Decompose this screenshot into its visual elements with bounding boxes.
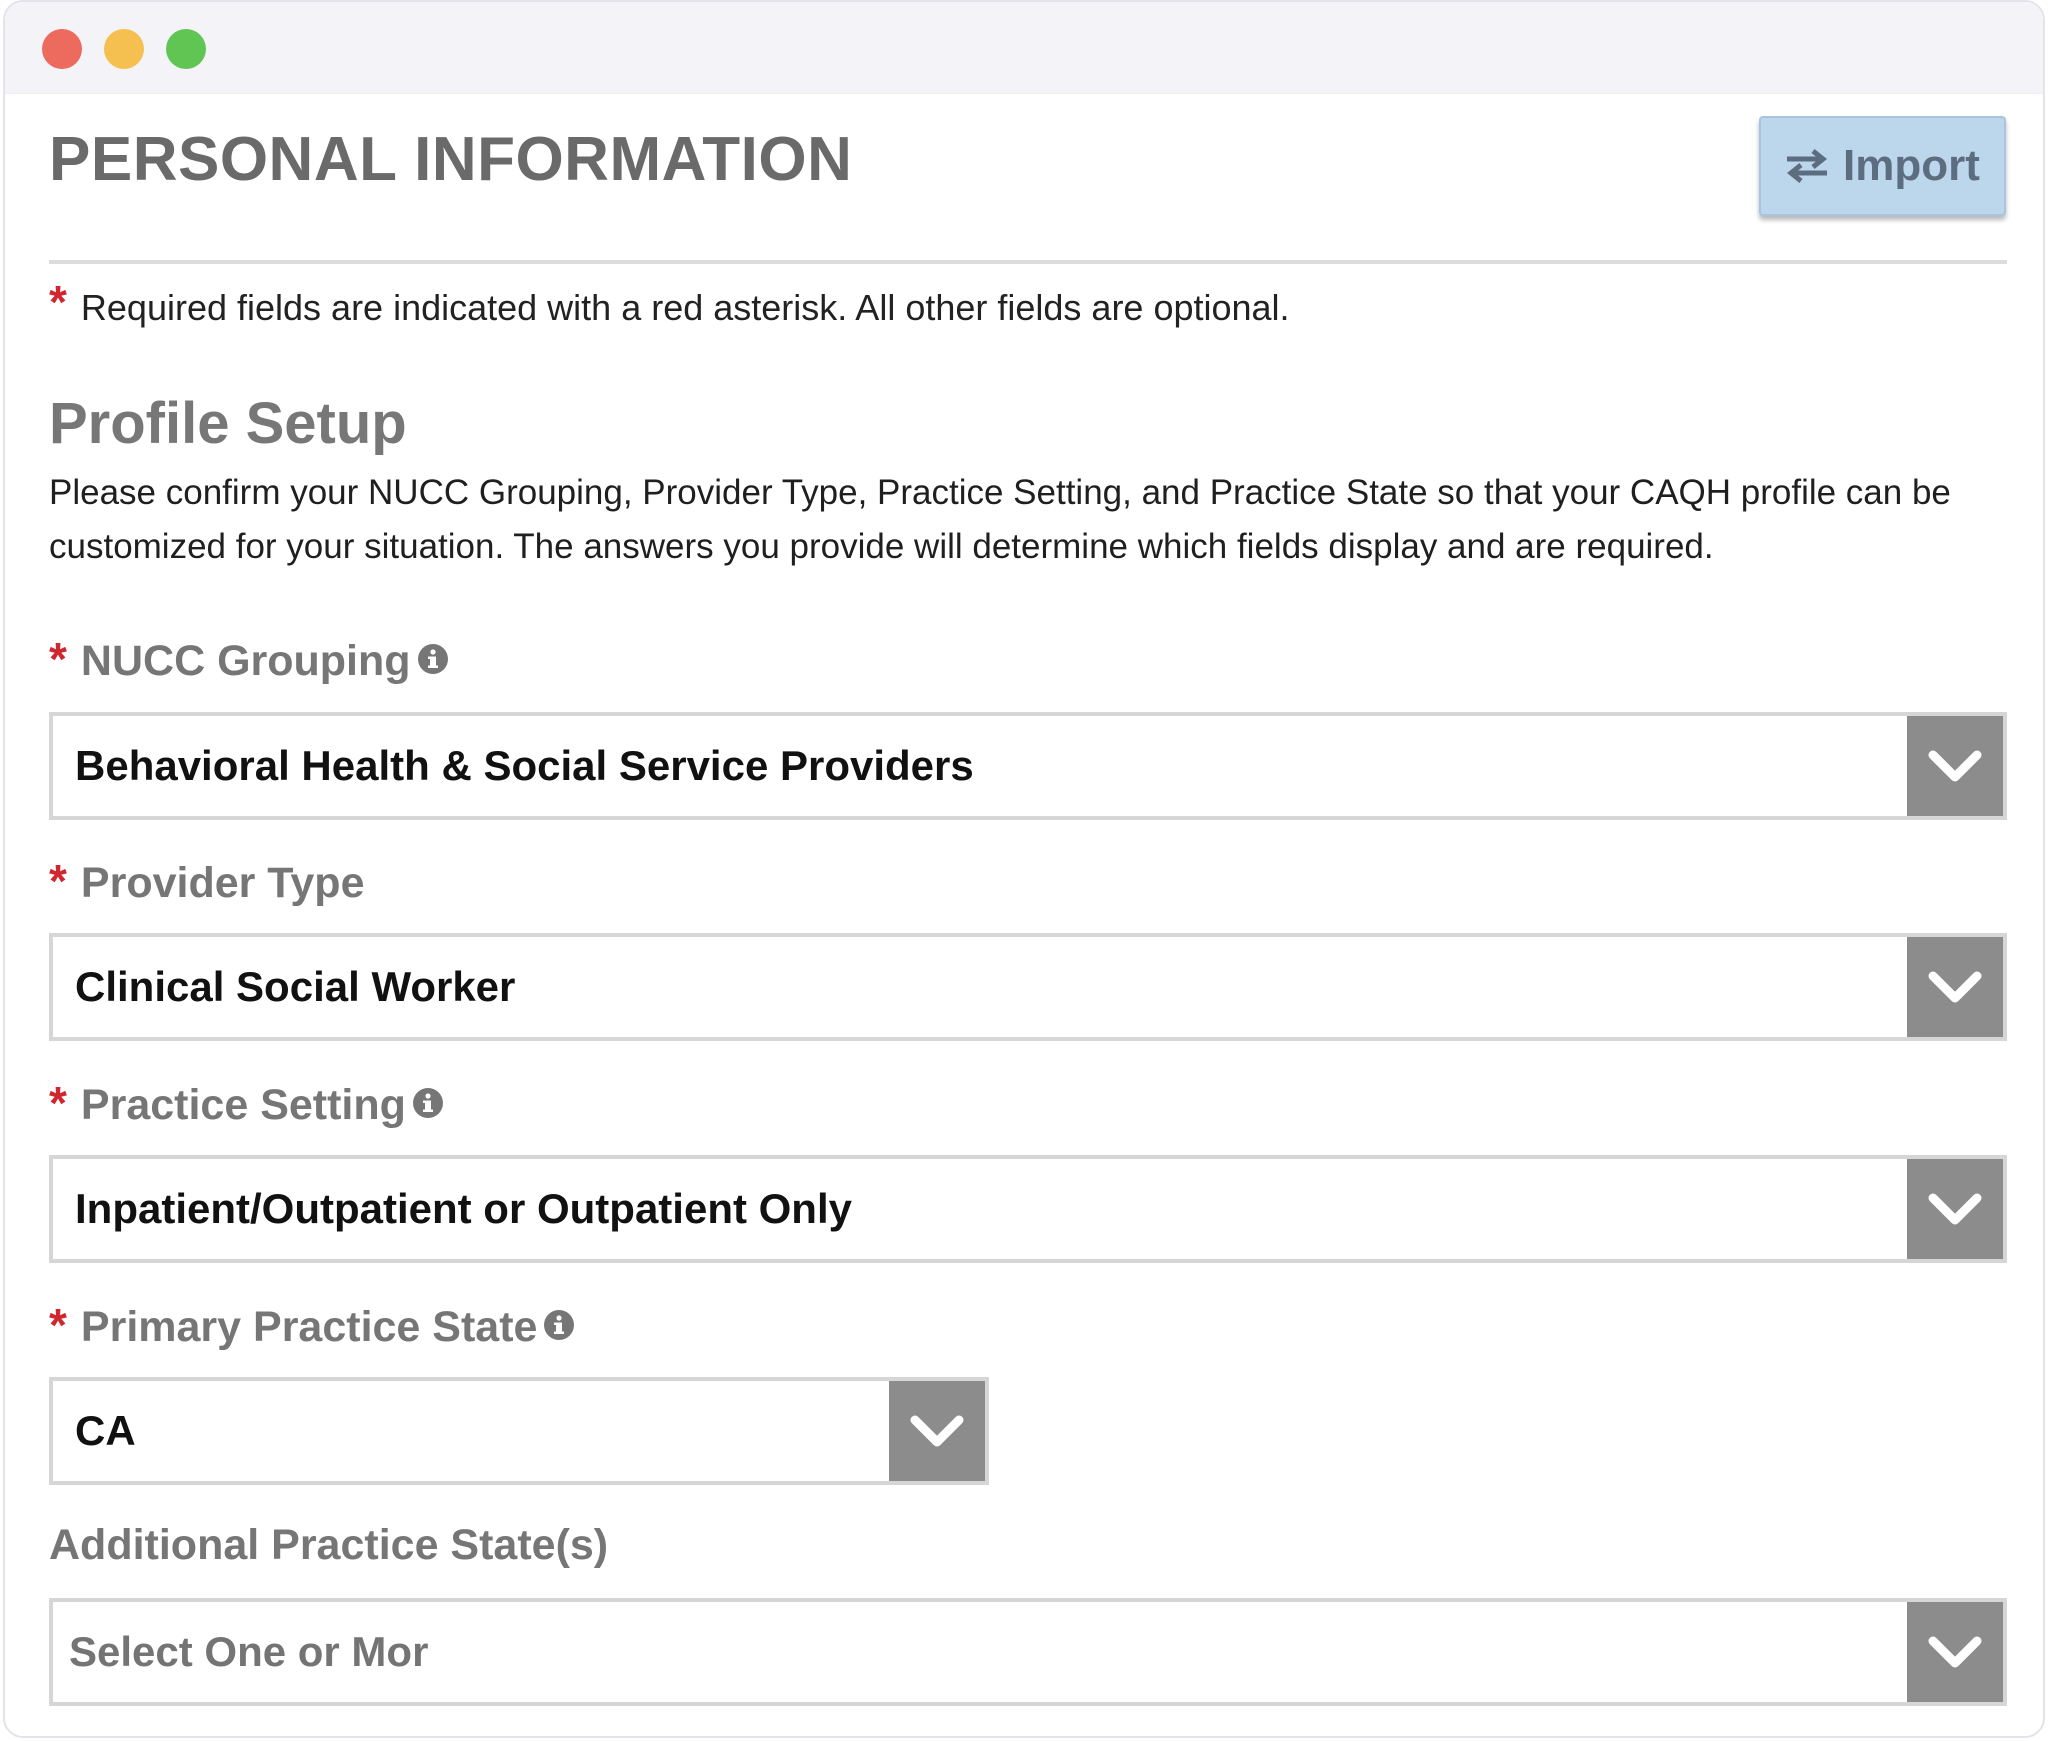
info-icon[interactable] [417,637,449,686]
close-window-button[interactable] [42,29,82,69]
required-asterisk-icon: * [49,633,67,685]
chevron-down-icon[interactable] [1907,716,2003,816]
primary-practice-state-select[interactable] [49,1377,989,1485]
nucc-grouping-select[interactable] [49,712,2007,820]
additional-practice-states-select[interactable] [49,1598,2007,1706]
primary-practice-state-value: CA [75,1407,136,1454]
required-asterisk-icon: * [49,1299,67,1351]
section-description: Please confirm your NUCC Grouping, Provider Type, Practice Setting, and Practice State so that your CAQH profile can be customized for your situation. The answers you provide will determine which fields display and are required. [49,473,1951,566]
window-titlebar [5,2,2043,94]
practice-setting-value: Inpatient/Outpatient or Outpatient Only [75,1185,852,1232]
nucc-grouping-label-text: NUCC Grouping [80,636,411,685]
app-window [3,0,2045,1738]
practice-setting-label [49,1078,444,1132]
required-asterisk-icon: * [49,855,67,907]
info-icon[interactable] [412,1081,444,1130]
chevron-down-icon[interactable] [889,1381,985,1481]
header-divider [49,260,2007,264]
import-button[interactable] [1759,116,2006,216]
additional-practice-states-placeholder[interactable]: Select One or Mor [69,1628,429,1675]
practice-setting-select[interactable] [49,1155,2007,1263]
page-title: PERSONAL INFORMATION [49,125,853,194]
nucc-grouping-label [49,634,449,688]
info-icon[interactable] [543,1303,575,1352]
provider-type-select[interactable] [49,933,2007,1041]
nucc-grouping-value: Behavioral Health & Social Service Providers [75,742,974,789]
chevron-down-icon[interactable] [1907,1602,2003,1702]
provider-type-label-text: Provider Type [80,858,365,907]
additional-practice-states-label-text: Additional Practice State(s) [49,1521,609,1569]
additional-practice-states-label [49,1521,608,1570]
import-button-label: Import [1843,141,1980,190]
chevron-down-icon[interactable] [1907,937,2003,1037]
minimize-window-button[interactable] [104,29,144,69]
section-title: Profile Setup [49,391,407,456]
required-fields-note [49,277,1290,331]
practice-setting-label-text: Practice Setting [80,1080,406,1129]
required-note-text: Required fields are indicated with a red asterisk. All other fields are optional. [80,287,1290,328]
required-asterisk-icon: * [49,276,67,328]
provider-type-label [49,856,364,910]
swap-arrows-icon [1785,149,1829,183]
required-asterisk-icon: * [49,1077,67,1129]
chevron-down-icon[interactable] [1907,1159,2003,1259]
primary-practice-state-label-text: Primary Practice State [80,1302,538,1351]
provider-type-value: Clinical Social Worker [75,963,516,1010]
primary-practice-state-label [49,1300,575,1354]
maximize-window-button[interactable] [166,29,206,69]
